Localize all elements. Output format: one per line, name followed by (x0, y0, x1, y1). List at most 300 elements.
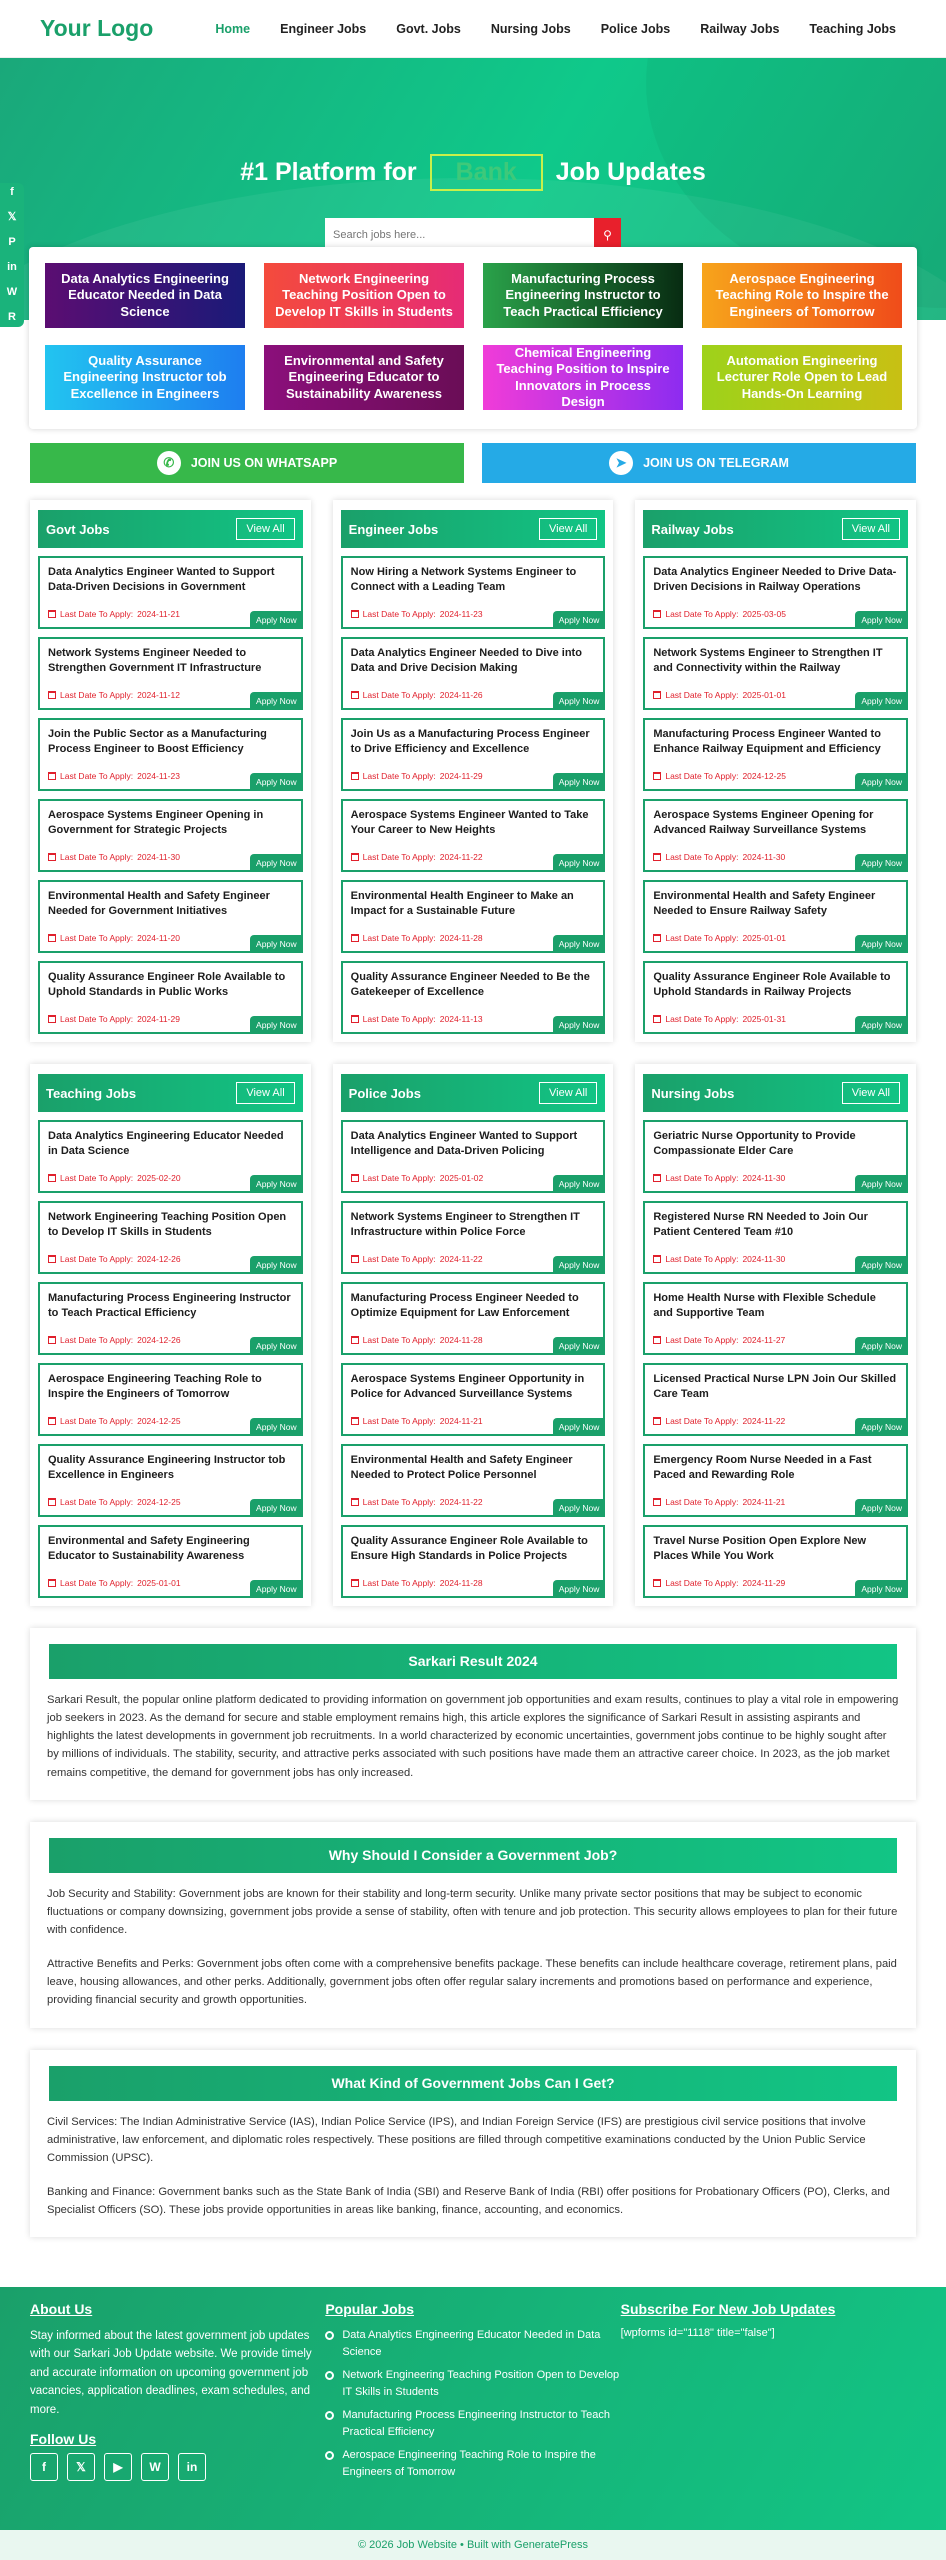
last-date-label: Last Date To Apply: (362, 852, 436, 862)
hero-title-prefix: #1 Platform for (240, 158, 417, 186)
calendar-icon (653, 1174, 661, 1182)
apply-now-button[interactable]: Apply Now (553, 1175, 606, 1193)
featured-job-tile[interactable]: Environmental and Safety Engineering Educator to Sustainability Awareness (264, 345, 464, 410)
calendar-icon (351, 1015, 359, 1023)
apply-now-button[interactable]: Apply Now (855, 773, 908, 791)
section-title: Police Jobs (348, 1085, 421, 1101)
popular-job-item[interactable] (325, 2407, 620, 2441)
section-title: Engineer Jobs (348, 521, 439, 537)
job-title[interactable]: Aerospace Systems Engineer Opening in Government for Strategic Projects (48, 809, 264, 837)
last-date (653, 1497, 785, 1507)
last-date (48, 771, 180, 781)
apply-now-button[interactable]: Apply Now (855, 1016, 908, 1034)
whatsapp-icon: ✆ (157, 451, 181, 475)
last-date-value: 2025-01-02 (439, 1173, 484, 1183)
apply-now-button[interactable]: Apply Now (855, 692, 908, 710)
footer-popular (325, 2301, 620, 2516)
last-date (653, 1335, 785, 1345)
apply-now-button[interactable]: Apply Now (250, 1256, 303, 1274)
last-date-value: 2024-11-13 (439, 1014, 483, 1024)
apply-now-button[interactable]: Apply Now (855, 611, 908, 629)
section-title: Teaching Jobs (46, 1085, 137, 1101)
job-title[interactable]: Data Analytics Engineer Wanted to Support Intelligence and Data-Driven Policing (350, 1130, 578, 1158)
job-card[interactable] (643, 1525, 908, 1598)
last-date-value: 2024-11-28 (439, 933, 483, 943)
job-title[interactable]: Aerospace Systems Engineer Wanted to Take Your Career to New Heights (350, 809, 589, 837)
job-card[interactable] (341, 556, 606, 629)
telegram-icon: ➤ (609, 451, 633, 475)
last-date-label: Last Date To Apply: (362, 690, 436, 700)
job-title[interactable]: Environmental Health and Safety Engineer Needed to Protect Police Personnel (350, 1454, 573, 1482)
nav-link-govt-jobs[interactable]: Govt. Jobs (396, 21, 461, 36)
last-date-label: Last Date To Apply: (60, 1578, 134, 1588)
last-date-value: 2024-11-22 (742, 1416, 786, 1426)
popular-job-link[interactable]: Aerospace Engineering Teaching Role to Inspire the Engineers of Tomorrow (342, 2449, 596, 2479)
job-title[interactable]: Environmental Health Engineer to Make an Impact for a Sustainable Future (350, 890, 574, 918)
last-date-label: Last Date To Apply: (665, 1254, 739, 1264)
nav-link-home[interactable]: Home (215, 21, 251, 36)
apply-now-button[interactable]: Apply Now (855, 1580, 908, 1598)
job-title[interactable]: Network Engineering Teaching Position Open to Develop IT Skills in Students (48, 1211, 287, 1239)
last-date-label: Last Date To Apply: (665, 690, 739, 700)
article-heading: What Kind of Government Jobs Can I Get? (49, 2066, 897, 2101)
job-title[interactable]: Aerospace Systems Engineer Opportunity in Police for Advanced Surveillance Systems (350, 1373, 585, 1401)
footer-follow-title: Follow Us (30, 2430, 97, 2447)
last-date-label: Last Date To Apply: (362, 1416, 436, 1426)
calendar-icon (351, 934, 359, 942)
job-title[interactable]: Licensed Practical Nurse LPN Join Our Skilled Care Team (653, 1373, 897, 1401)
last-date-label: Last Date To Apply: (362, 1254, 436, 1264)
view-all-button[interactable]: View All (539, 518, 597, 540)
article-block (30, 1628, 916, 1800)
calendar-icon (48, 1498, 56, 1506)
last-date-value: 2025-02-20 (137, 1173, 181, 1183)
last-date-value: 2024-12-26 (137, 1335, 181, 1345)
calendar-icon (351, 1498, 359, 1506)
calendar-icon (653, 610, 661, 618)
job-card[interactable] (341, 799, 606, 872)
last-date-label: Last Date To Apply: (60, 852, 134, 862)
calendar-icon (48, 1174, 56, 1182)
apply-now-button[interactable]: Apply Now (250, 1337, 303, 1355)
apply-now-button[interactable]: Apply Now (553, 692, 606, 710)
last-date-value: 2024-11-27 (742, 1335, 786, 1345)
job-card[interactable] (341, 1363, 606, 1436)
apply-now-button[interactable]: Apply Now (250, 854, 303, 872)
calendar-icon (653, 1579, 661, 1587)
calendar-icon (48, 1015, 56, 1023)
last-date-label: Last Date To Apply: (665, 771, 739, 781)
footer-social-icons (30, 2453, 325, 2481)
last-date-value: 2025-01-01 (742, 933, 786, 943)
job-sections-row (0, 500, 946, 1042)
job-title[interactable]: Manufacturing Process Engineering Instructor to Teach Practical Efficiency (48, 1292, 291, 1320)
job-title[interactable]: Manufacturing Process Engineer Needed to Optimize Equipment for Law Enforcement (350, 1292, 579, 1320)
last-date-value: 2024-11-21 (137, 609, 180, 619)
section-header (643, 510, 908, 548)
section-header (38, 510, 303, 548)
apply-now-button[interactable]: Apply Now (855, 854, 908, 872)
view-all-button[interactable]: View All (236, 1082, 294, 1104)
last-date-value: 2024-12-25 (137, 1497, 181, 1507)
last-date-value: 2024-11-28 (439, 1578, 483, 1588)
apply-now-button[interactable]: Apply Now (250, 773, 303, 791)
nav-link-nursing-jobs[interactable]: Nursing Jobs (490, 21, 571, 36)
article-paragraph: Attractive Benefits and Perks: Government jobs often come with a comprehensive benefits package. These benefits can include healthcare coverage, retirement plans, paid leave, housing allowances, and other perks. Additionally, government jobs often offer regular salary increments and promotions based on performance and experience, providing financial security and growth opportunities. (47, 1958, 897, 2007)
last-date-label: Last Date To Apply: (665, 933, 739, 943)
job-title[interactable]: Data Analytics Engineer Needed to Drive Data-Driven Decisions in Railway Operations (653, 566, 897, 594)
last-date-value: 2025-01-31 (742, 1014, 786, 1024)
pinterest-icon[interactable]: P (8, 236, 16, 248)
apply-now-button[interactable]: Apply Now (250, 1016, 303, 1034)
apply-now-button[interactable]: Apply Now (855, 1418, 908, 1436)
join-telegram-label: JOIN US ON TELEGRAM (643, 456, 789, 470)
last-date-value: 2024-11-29 (137, 1014, 180, 1024)
apply-now-button[interactable]: Apply Now (553, 611, 606, 629)
view-all-button[interactable]: View All (236, 518, 294, 540)
job-title[interactable]: Network Systems Engineer Needed to Strengthen Government IT Infrastructure (48, 647, 262, 675)
view-all-button[interactable]: View All (842, 518, 900, 540)
last-date-label: Last Date To Apply: (60, 1416, 134, 1426)
featured-job-tile[interactable]: Automation Engineering Lecturer Role Open to Lead Hands-On Learning (702, 345, 902, 410)
featured-job-tile[interactable]: Aerospace Engineering Teaching Role to Inspire the Engineers of Tomorrow (702, 263, 902, 328)
footer-popular-title: Popular Jobs (325, 2301, 415, 2317)
article-block (30, 2050, 916, 2238)
calendar-icon (351, 1579, 359, 1587)
job-card[interactable] (38, 1282, 303, 1355)
apply-now-button[interactable]: Apply Now (250, 1418, 303, 1436)
featured-job-tile[interactable]: Manufacturing Process Engineering Instructor to Teach Practical Efficiency (483, 263, 683, 328)
featured-job-tile[interactable]: Quality Assurance Engineering Instructor tob Excellence in Engineers (45, 345, 245, 410)
last-date (48, 609, 180, 619)
copyright: © 2026 Job Website • Built with GeneratePress (0, 2530, 946, 2560)
job-card[interactable] (38, 1525, 303, 1598)
calendar-icon (48, 1417, 56, 1425)
job-title[interactable]: Data Analytics Engineer Wanted to Support Data-Driven Decisions in Government (48, 566, 275, 594)
nav-link-teaching-jobs[interactable]: Teaching Jobs (809, 21, 896, 36)
job-card[interactable] (643, 799, 908, 872)
job-card[interactable] (341, 1444, 606, 1517)
last-date-value: 2024-11-30 (742, 1173, 786, 1183)
last-date-label: Last Date To Apply: (60, 1497, 134, 1507)
section-header (38, 1074, 303, 1112)
footer-about-text: Stay informed about the latest government job updates with our Sarkari Job Update website. We provide timely and accurate information on upcoming government job vacancies, application deadlines, exam schedules, and more. (30, 2330, 312, 2416)
job-title[interactable]: Quality Assurance Engineering Instructor tob Excellence in Engineers (48, 1454, 286, 1482)
last-date (653, 1014, 786, 1024)
apply-now-button[interactable]: Apply Now (553, 854, 606, 872)
apply-now-button[interactable]: Apply Now (553, 1580, 606, 1598)
bullet-icon (325, 2451, 334, 2460)
last-date-value: 2025-01-01 (137, 1578, 181, 1588)
job-card[interactable] (341, 637, 606, 710)
whatsapp-icon[interactable]: W (6, 286, 18, 298)
last-date-label: Last Date To Apply: (362, 609, 436, 619)
job-title[interactable]: Network Systems Engineer to Strengthen IT Infrastructure within Police Force (350, 1211, 580, 1239)
last-date-value: 2024-11-30 (742, 852, 786, 862)
section-title: Railway Jobs (651, 521, 734, 537)
view-all-button[interactable]: View All (842, 1082, 900, 1104)
calendar-icon (48, 1255, 56, 1263)
job-section-teaching-jobs (30, 1064, 311, 1606)
featured-job-tile[interactable]: Data Analytics Engineering Educator Needed in Data Science (45, 263, 245, 328)
popular-job-link[interactable]: Data Analytics Engineering Educator Needed in Data Science (342, 2329, 601, 2359)
last-date-value: 2024-12-26 (137, 1254, 181, 1264)
join-whatsapp-label: JOIN US ON WHATSAPP (190, 456, 338, 470)
apply-now-button[interactable]: Apply Now (855, 1256, 908, 1274)
popular-job-item[interactable] (325, 2367, 620, 2401)
x-icon[interactable]: 𝕏 (67, 2453, 95, 2481)
article-paragraph: Banking and Finance: Government banks such as the State Bank of India (SBI) and Reserve Bank of India (RBI) offer positions for Probationary Officers (PO), Clerks, and Specialist Officers (SO). These jobs provide opportunities in areas like banking, finance, accounting, and economics. (47, 2185, 890, 2217)
last-date-value: 2024-11-23 (137, 771, 180, 781)
job-title[interactable]: Geriatric Nurse Opportunity to Provide Compassionate Elder Care (653, 1130, 856, 1158)
article-paragraph: Civil Services: The Indian Administrative Service (IAS), Indian Police Service (IPS), and Indian Foreign Service (IFS) are prestigious civil service positions that involve administrative, law enforcement, and diplomatic roles respectively. These positions are filled through competitive examinations conducted by the Union Public Service Commission (UPSC). (47, 2115, 866, 2164)
calendar-icon (351, 691, 359, 699)
last-date-label: Last Date To Apply: (665, 1335, 739, 1345)
calendar-icon (351, 1174, 359, 1182)
job-title[interactable]: Environmental Health and Safety Engineer Needed to Ensure Railway Safety (653, 890, 876, 918)
calendar-icon (48, 934, 56, 942)
job-card[interactable] (643, 637, 908, 710)
view-all-button[interactable]: View All (539, 1082, 597, 1104)
last-date (351, 771, 483, 781)
featured-job-tile[interactable]: Chemical Engineering Teaching Position to Inspire Innovators in Process Design (483, 345, 683, 410)
last-date (351, 1173, 484, 1183)
job-title[interactable]: Quality Assurance Engineer Role Available to Uphold Standards in Railway Projects (653, 971, 891, 999)
calendar-icon (653, 1336, 661, 1344)
job-card[interactable] (643, 961, 908, 1034)
apply-now-button[interactable]: Apply Now (553, 773, 606, 791)
calendar-icon (48, 1579, 56, 1587)
job-card[interactable] (38, 718, 303, 791)
site-logo[interactable]: Your Logo (40, 15, 154, 41)
job-card[interactable] (38, 556, 303, 629)
job-card[interactable] (341, 718, 606, 791)
linkedin-icon[interactable]: in (178, 2453, 206, 2481)
last-date (351, 852, 483, 862)
popular-job-link[interactable]: Network Engineering Teaching Position Open to Develop IT Skills in Students (342, 2369, 620, 2399)
job-card[interactable] (643, 1120, 908, 1193)
popular-jobs-list (325, 2327, 620, 2481)
nav-link-railway-jobs[interactable]: Railway Jobs (700, 21, 780, 36)
last-date-value: 2024-11-22 (439, 1254, 483, 1264)
section-title: Govt Jobs (46, 521, 110, 537)
job-card[interactable] (643, 1444, 908, 1517)
job-title[interactable]: Network Systems Engineer to Strengthen IT and Connectivity within the Railway (653, 647, 883, 675)
last-date (351, 1497, 483, 1507)
last-date-value: 2025-03-05 (742, 609, 786, 619)
youtube-icon[interactable]: ▶ (104, 2453, 132, 2481)
last-date (351, 1254, 483, 1264)
footer-subscribe (621, 2301, 916, 2516)
reddit-icon[interactable]: R (8, 311, 16, 323)
last-date (48, 1335, 181, 1345)
job-card[interactable] (38, 1363, 303, 1436)
job-card[interactable] (643, 556, 908, 629)
job-section-nursing-jobs (635, 1064, 916, 1606)
apply-now-button[interactable]: Apply Now (553, 1337, 606, 1355)
job-card[interactable] (38, 799, 303, 872)
job-title[interactable]: Emergency Room Nurse Needed in a Fast Paced and Rewarding Role (653, 1454, 872, 1482)
calendar-icon (48, 1336, 56, 1344)
main-content (0, 500, 946, 2259)
last-date (351, 1578, 483, 1588)
last-date-value: 2024-11-30 (742, 1254, 786, 1264)
last-date (48, 1416, 181, 1426)
last-date-value: 2024-11-21 (439, 1416, 483, 1426)
apply-now-button[interactable]: Apply Now (250, 611, 303, 629)
last-date (48, 852, 180, 862)
apply-now-button[interactable]: Apply Now (553, 1256, 606, 1274)
calendar-icon (653, 772, 661, 780)
article-paragraph: Sarkari Result, the popular online platform dedicated to providing information on government job opportunities and exam results, continues to play a vital role in empowering job seekers in 2023. As the demand for secure and stable employment remains high, this article explores the significance of Sarkari Result in assisting aspirants and highlights the latest developments in government job recruitments. In a world characterized by economic uncertainties, government jobs continue to be highly sought after by millions of individuals. The stability, security, and attractive perks associated with such positions have made them an attractive career choice. In 2023, as the job market remains competitive, the demand for government jobs has only increased. (47, 1694, 899, 1779)
job-card[interactable] (643, 718, 908, 791)
apply-now-button[interactable]: Apply Now (250, 1175, 303, 1193)
apply-now-button[interactable]: Apply Now (855, 1175, 908, 1193)
section-title: Nursing Jobs (651, 1085, 735, 1101)
calendar-icon (48, 610, 56, 618)
last-date (48, 933, 180, 943)
facebook-icon[interactable]: f (30, 2453, 58, 2481)
last-date-label: Last Date To Apply: (362, 933, 436, 943)
subscribe-form-shortcode: [wpforms id="1118" title="false"] (620, 2327, 775, 2339)
join-telegram-button[interactable] (482, 443, 916, 483)
job-title[interactable]: Quality Assurance Engineer Needed to Be the Gatekeeper of Excellence (350, 971, 590, 999)
last-date (653, 1254, 785, 1264)
last-date (653, 1578, 785, 1588)
job-title[interactable]: Registered Nurse RN Needed to Join Our Patient Centered Team #10 (653, 1211, 868, 1239)
last-date-value: 2025-01-01 (742, 690, 786, 700)
job-card[interactable] (341, 961, 606, 1034)
last-date (351, 933, 483, 943)
facebook-icon[interactable]: f (10, 186, 14, 198)
job-card[interactable] (341, 1201, 606, 1274)
job-card[interactable] (38, 961, 303, 1034)
job-card[interactable] (38, 1120, 303, 1193)
job-title[interactable]: Home Health Nurse with Flexible Schedule and Supportive Team (653, 1292, 876, 1320)
popular-job-item[interactable] (325, 2327, 620, 2361)
last-date (48, 1014, 180, 1024)
last-date-value: 2024-11-12 (137, 690, 180, 700)
bullet-icon (325, 2371, 334, 2380)
job-title[interactable]: Travel Nurse Position Open Explore New Places While You Work (653, 1535, 867, 1563)
featured-job-tile[interactable]: Network Engineering Teaching Position Open to Develop IT Skills in Students (264, 263, 464, 328)
job-card[interactable] (341, 1282, 606, 1355)
job-card[interactable] (38, 637, 303, 710)
last-date-value: 2024-11-22 (439, 852, 483, 862)
apply-now-button[interactable]: Apply Now (250, 1580, 303, 1598)
footer-subscribe-title: Subscribe For New Job Updates (620, 2301, 836, 2317)
last-date (48, 690, 180, 700)
article-heading: Sarkari Result 2024 (49, 1644, 897, 1679)
job-card[interactable] (341, 1120, 606, 1193)
calendar-icon (351, 772, 359, 780)
linkedin-icon[interactable]: in (7, 261, 17, 273)
last-date (351, 1014, 483, 1024)
job-section-railway-jobs (635, 500, 916, 1042)
job-sections-row (0, 1064, 946, 1606)
apply-now-button[interactable]: Apply Now (553, 1418, 606, 1436)
job-title[interactable]: Now Hiring a Network Systems Engineer to Connect with a Leading Team (350, 566, 577, 594)
job-title[interactable]: Environmental and Safety Engineering Educator to Sustainability Awareness (48, 1535, 250, 1563)
article-heading: Why Should I Consider a Government Job? (49, 1838, 897, 1873)
last-date (653, 1173, 785, 1183)
job-card[interactable] (38, 1201, 303, 1274)
nav-link-police-jobs[interactable]: Police Jobs (600, 21, 671, 36)
apply-now-button[interactable]: Apply Now (250, 1499, 303, 1517)
apply-now-button[interactable]: Apply Now (553, 1499, 606, 1517)
whatsapp-icon[interactable]: W (141, 2453, 169, 2481)
apply-now-button[interactable]: Apply Now (855, 1499, 908, 1517)
last-date-label: Last Date To Apply: (60, 1254, 134, 1264)
job-title[interactable]: Data Analytics Engineer Needed to Dive into Data and Drive Decision Making (350, 647, 582, 675)
last-date-label: Last Date To Apply: (60, 1335, 134, 1345)
join-whatsapp-button[interactable] (30, 443, 464, 483)
job-card[interactable] (643, 1201, 908, 1274)
apply-now-button[interactable]: Apply Now (250, 692, 303, 710)
articles (0, 1628, 946, 2237)
job-title[interactable]: Data Analytics Engineering Educator Needed in Data Science (48, 1130, 284, 1158)
section-header (341, 1074, 606, 1112)
article-block (30, 1822, 916, 2028)
job-title[interactable]: Quality Assurance Engineer Role Available to Ensure High Standards in Police Projects (350, 1535, 588, 1563)
bullet-icon (325, 2331, 334, 2340)
calendar-icon (48, 691, 56, 699)
last-date-label: Last Date To Apply: (362, 1578, 436, 1588)
apply-now-button[interactable]: Apply Now (250, 935, 303, 953)
last-date (653, 1416, 785, 1426)
last-date (653, 933, 786, 943)
nav-link-engineer-jobs[interactable]: Engineer Jobs (280, 21, 367, 36)
job-card[interactable] (341, 880, 606, 953)
last-date (653, 690, 786, 700)
popular-job-item[interactable] (325, 2447, 620, 2481)
search-icon: ⚲ (603, 228, 612, 242)
job-title[interactable]: Environmental Health and Safety Engineer Needed for Government Initiatives (48, 890, 270, 918)
last-date (48, 1578, 181, 1588)
job-card[interactable] (643, 1363, 908, 1436)
last-date-value: 2024-11-20 (137, 933, 180, 943)
last-date-value: 2024-12-25 (742, 771, 786, 781)
last-date-label: Last Date To Apply: (60, 1014, 134, 1024)
job-card[interactable] (643, 1282, 908, 1355)
job-card[interactable] (38, 880, 303, 953)
popular-job-link[interactable]: Manufacturing Process Engineering Instructor to Teach Practical Efficiency (342, 2409, 610, 2439)
x-icon[interactable]: 𝕏 (7, 211, 17, 223)
calendar-icon (653, 1255, 661, 1263)
apply-now-button[interactable]: Apply Now (553, 935, 606, 953)
job-card[interactable] (38, 1444, 303, 1517)
job-title[interactable]: Manufacturing Process Engineer Wanted to Enhance Railway Equipment and Efficiency (653, 728, 881, 756)
last-date-label: Last Date To Apply: (665, 1578, 739, 1588)
apply-now-button[interactable]: Apply Now (855, 1337, 908, 1355)
calendar-icon (48, 772, 56, 780)
footer-about-title: About Us (30, 2301, 93, 2317)
job-title[interactable]: Join Us as a Manufacturing Process Engineer to Drive Efficiency and Excellence (350, 728, 590, 756)
last-date-label: Last Date To Apply: (60, 771, 134, 781)
job-title[interactable]: Aerospace Engineering Teaching Role to Inspire the Engineers of Tomorrow (48, 1373, 262, 1401)
job-title[interactable]: Aerospace Systems Engineer Opening for Advanced Railway Surveillance Systems (653, 809, 874, 837)
last-date-value: 2024-11-28 (439, 1335, 483, 1345)
last-date (351, 609, 483, 619)
job-title[interactable]: Quality Assurance Engineer Role Available to Uphold Standards in Public Works (48, 971, 286, 999)
job-card[interactable] (341, 1525, 606, 1598)
apply-now-button[interactable]: Apply Now (855, 935, 908, 953)
apply-now-button[interactable]: Apply Now (553, 1016, 606, 1034)
job-title[interactable]: Join the Public Sector as a Manufacturing Process Engineer to Boost Efficiency (48, 728, 267, 756)
job-section-police-jobs (333, 1064, 614, 1606)
last-date-value: 2024-12-25 (137, 1416, 181, 1426)
job-card[interactable] (643, 880, 908, 953)
